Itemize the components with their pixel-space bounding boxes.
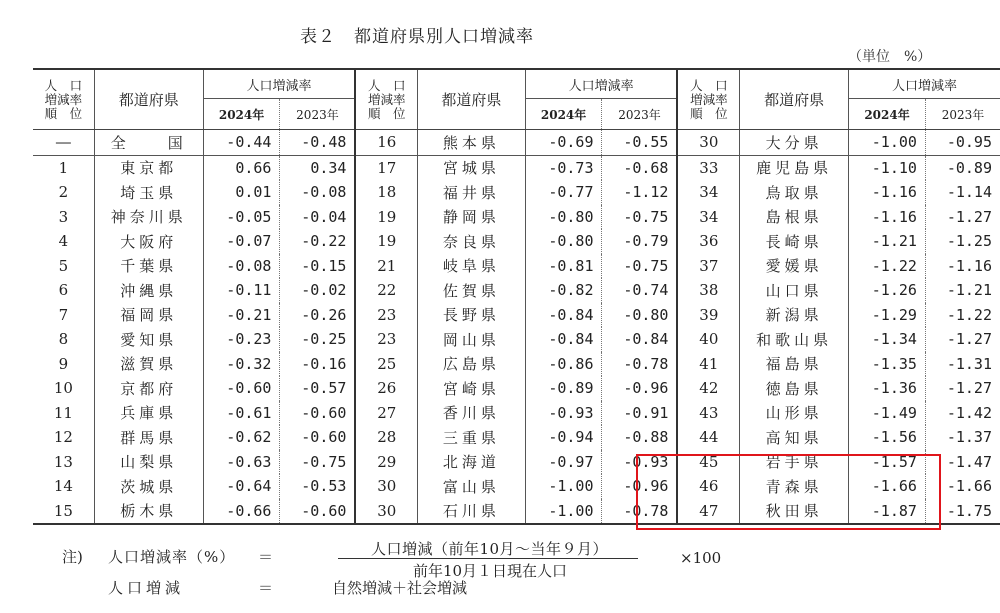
prefecture-cell: 大分県: [740, 130, 849, 156]
prefecture-cell: 全 国: [94, 130, 203, 156]
prefecture-cell: 神奈川県: [94, 205, 203, 230]
rank-cell: ―: [33, 130, 94, 156]
rank-cell: 3: [33, 205, 94, 230]
rate-2024-cell: -1.16: [849, 205, 926, 230]
rate-header: 人口増減率: [849, 69, 1000, 99]
prefecture-cell: 奈良県: [418, 229, 526, 254]
note-equals: ＝: [258, 548, 274, 566]
prefecture-cell: 岐阜県: [418, 254, 526, 279]
rank-cell: 7: [33, 303, 94, 328]
rank-cell: 19: [355, 205, 417, 230]
prefecture-header: 都道府県: [418, 69, 526, 130]
rank-cell: 37: [677, 254, 739, 279]
rate-2024-cell: -0.81: [525, 254, 602, 279]
rate-2024-cell: -1.10: [849, 155, 926, 180]
rate-2023-cell: -0.22: [280, 229, 355, 254]
prefecture-cell: 静岡県: [418, 205, 526, 230]
rate-2023-cell: -0.55: [602, 130, 677, 156]
table-row: [33, 180, 1000, 205]
rank-cell: 5: [33, 254, 94, 279]
rank-cell: 27: [355, 401, 417, 426]
prefecture-cell: 山形県: [740, 401, 849, 426]
prefecture-cell: 石川県: [418, 499, 526, 525]
prefecture-cell: 秋田県: [740, 499, 849, 525]
rank-cell: 46: [677, 474, 739, 499]
rate-2024-cell: -1.57: [849, 450, 926, 475]
prefecture-cell: 山口県: [740, 278, 849, 303]
rate-2023-cell: -1.27: [946, 207, 992, 226]
rate-2023-cell: -0.74: [602, 278, 677, 303]
prefecture-header: 都道府県: [740, 69, 849, 130]
year-2023-header: 2023年: [602, 99, 677, 130]
rate-2023-cell: -0.84: [602, 327, 677, 352]
rate-2023-cell: -1.31: [946, 354, 992, 373]
rate-2024-cell: -0.84: [525, 327, 602, 352]
prefecture-cell: 高知県: [740, 425, 849, 450]
rank-cell: 9: [33, 352, 94, 377]
rate-2023-cell: -0.88: [602, 425, 677, 450]
rate-2024-cell: -1.00: [525, 474, 602, 499]
year-2023-header: 2023年: [925, 99, 1000, 130]
rank-cell: 18: [355, 180, 417, 205]
rate-2023-cell: -0.96: [602, 474, 677, 499]
prefecture-cell: 青森県: [740, 474, 849, 499]
rate-2023-cell: -0.75: [602, 205, 677, 230]
rank-cell: 1: [33, 155, 94, 180]
rate-2023-cell: -0.60: [280, 499, 355, 525]
rate-2024-cell: -1.49: [849, 401, 926, 426]
prefecture-cell: 福島県: [740, 352, 849, 377]
prefecture-cell: 東京都: [94, 155, 203, 180]
rate-2023-cell: -0.75: [280, 450, 355, 475]
prefecture-cell: 山梨県: [94, 450, 203, 475]
prefecture-cell: 鹿児島県: [740, 155, 849, 180]
prefecture-cell: 島根県: [740, 205, 849, 230]
rate-2023-cell: -0.04: [280, 205, 355, 230]
rank-cell: 30: [677, 130, 739, 156]
rank-cell: 6: [33, 278, 94, 303]
rate-header: 人口増減率: [525, 69, 677, 99]
rate-2023-cell: -0.25: [280, 327, 355, 352]
prefecture-cell: 岡山県: [418, 327, 526, 352]
rate-2023-cell: -0.80: [602, 303, 677, 328]
rank-header: [677, 69, 739, 130]
rate-2024-cell: -0.63: [203, 450, 280, 475]
rate-2024-cell: -1.29: [849, 303, 926, 328]
rank-header-line: 増減率: [368, 91, 406, 107]
rate-2024-cell: 0.66: [203, 155, 280, 180]
prefecture-cell: 兵庫県: [94, 401, 203, 426]
rank-header-line: 人 口: [368, 77, 406, 93]
rank-cell: 23: [355, 303, 417, 328]
note-multiplier: ×100: [680, 549, 722, 567]
prefecture-cell: 群馬県: [94, 425, 203, 450]
rank-header: [355, 69, 417, 130]
rate-2023-cell: -1.25: [946, 232, 992, 251]
prefecture-cell: 佐賀県: [418, 278, 526, 303]
rank-cell: 4: [33, 229, 94, 254]
rank-cell: 13: [33, 450, 94, 475]
rate-2024-cell: -0.44: [203, 130, 280, 156]
rate-2023-cell: -0.02: [280, 278, 355, 303]
rate-2024-cell: -0.08: [203, 254, 280, 279]
rate-2023-cell: -0.57: [280, 376, 355, 401]
rate-2023-cell: -1.42: [946, 403, 992, 422]
rank-header-line: 増減率: [690, 91, 728, 107]
rate-2023-cell: -0.78: [602, 352, 677, 377]
prefecture-cell: 香川県: [418, 401, 526, 426]
rate-2023-cell: -0.95: [925, 130, 1000, 156]
table-row: [33, 303, 1000, 328]
table-row: [33, 205, 1000, 230]
table-row: [33, 327, 1000, 352]
rate-2023-cell: -0.68: [602, 155, 677, 180]
prefecture-cell: 和歌山県: [740, 327, 849, 352]
rate-2024-cell: -0.89: [525, 376, 602, 401]
rate-2023-cell: -0.75: [602, 254, 677, 279]
note-definition: 自然増減＋社会増減: [332, 579, 468, 597]
rate-2023-cell: -0.93: [602, 450, 677, 475]
rank-cell: 21: [355, 254, 417, 279]
rate-2024-cell: -0.97: [525, 450, 602, 475]
rate-2024-cell: -0.86: [525, 352, 602, 377]
rate-2024-cell: -1.00: [849, 130, 926, 156]
rank-cell: 36: [677, 229, 739, 254]
rate-2023-cell: -1.12: [602, 180, 677, 205]
table-row: [33, 130, 1000, 156]
rate-2024-cell: -1.00: [525, 499, 602, 525]
rate-2024-cell: -0.21: [203, 303, 280, 328]
rate-2024-cell: -1.34: [849, 327, 926, 352]
table-title: 表２ 都道府県別人口増減率: [300, 27, 534, 47]
rank-cell: 12: [33, 425, 94, 450]
rate-2023-cell: -1.16: [946, 256, 992, 275]
note-denominator: 前年10月１日現在人口: [412, 562, 568, 580]
rate-2023-cell: -1.47: [946, 452, 992, 471]
rank-cell: 34: [677, 205, 739, 230]
rate-2023-cell: -0.16: [280, 352, 355, 377]
year-2024-header: 2024年: [849, 99, 926, 130]
rate-2023-cell: -1.66: [946, 477, 992, 496]
note-equals: ＝: [258, 579, 274, 597]
rate-2023-cell: -0.91: [602, 401, 677, 426]
prefecture-cell: 栃木県: [94, 499, 203, 525]
rate-2024-cell: -0.32: [203, 352, 280, 377]
prefecture-cell: 富山県: [418, 474, 526, 499]
rate-2024-cell: -0.23: [203, 327, 280, 352]
rate-2024-cell: -1.22: [849, 254, 926, 279]
prefecture-cell: 三重県: [418, 425, 526, 450]
rate-2024-cell: -0.07: [203, 229, 280, 254]
prefecture-cell: 徳島県: [740, 376, 849, 401]
rate-2024-cell: -0.80: [525, 229, 602, 254]
rate-2023-cell: -0.48: [280, 130, 355, 156]
note-term-rate: 人口増減率（%）: [108, 548, 236, 566]
rate-2024-cell: -1.26: [849, 278, 926, 303]
prefecture-cell: 沖縄県: [94, 278, 203, 303]
rank-cell: 40: [677, 327, 739, 352]
rank-cell: 16: [355, 130, 417, 156]
rate-2024-cell: -1.56: [849, 425, 926, 450]
table-row: [33, 425, 1000, 450]
rank-cell: 38: [677, 278, 739, 303]
rate-2024-cell: -1.36: [849, 376, 926, 401]
rate-2023-cell: -0.26: [280, 303, 355, 328]
table-row: [33, 401, 1000, 426]
rank-cell: 25: [355, 352, 417, 377]
rate-2024-cell: -0.62: [203, 425, 280, 450]
table-row: [33, 155, 1000, 180]
rate-2023-cell: -1.27: [946, 379, 992, 398]
prefecture-cell: 広島県: [418, 352, 526, 377]
rank-cell: 30: [355, 474, 417, 499]
rate-2023-cell: -0.96: [602, 376, 677, 401]
rank-cell: 44: [677, 425, 739, 450]
rank-cell: 10: [33, 376, 94, 401]
rank-header-line: 順 位: [690, 105, 728, 121]
year-2024-header: 2024年: [525, 99, 602, 130]
rank-cell: 30: [355, 499, 417, 525]
unit-label: （単位 %）: [848, 49, 932, 65]
rank-header-line: 人 口: [44, 77, 83, 93]
rank-cell: 22: [355, 278, 417, 303]
prefecture-cell: 長野県: [418, 303, 526, 328]
rank-header-line: 順 位: [368, 105, 406, 121]
prefecture-cell: 新潟県: [740, 303, 849, 328]
table-row: [33, 278, 1000, 303]
prefecture-cell: 鳥取県: [740, 180, 849, 205]
rate-2024-cell: 0.01: [203, 180, 280, 205]
rank-header: [33, 69, 94, 130]
rate-2024-cell: -0.77: [525, 180, 602, 205]
prefecture-cell: 京都府: [94, 376, 203, 401]
table-row: [33, 229, 1000, 254]
rate-2023-cell: -1.21: [946, 281, 992, 300]
rate-2024-cell: -0.94: [525, 425, 602, 450]
table-row: [33, 376, 1000, 401]
highlight-box: [636, 454, 941, 530]
year-2024-header: 2024年: [203, 99, 280, 130]
rate-2024-cell: -0.73: [525, 155, 602, 180]
rate-2024-cell: -1.35: [849, 352, 926, 377]
prefecture-cell: 熊本県: [418, 130, 526, 156]
rank-cell: 19: [355, 229, 417, 254]
rank-header-line: 増減率: [44, 91, 83, 107]
rank-cell: 42: [677, 376, 739, 401]
rank-cell: 45: [677, 450, 739, 475]
prefecture-cell: 埼玉県: [94, 180, 203, 205]
rate-2024-cell: -1.21: [849, 229, 926, 254]
rank-cell: 41: [677, 352, 739, 377]
note-label: 注): [62, 548, 83, 566]
rate-2023-cell: -0.60: [280, 401, 355, 426]
rate-2024-cell: -0.60: [203, 376, 280, 401]
rank-cell: 29: [355, 450, 417, 475]
prefecture-cell: 長崎県: [740, 229, 849, 254]
header-row: [33, 69, 1000, 99]
rate-2024-cell: -1.66: [849, 474, 926, 499]
rank-cell: 23: [355, 327, 417, 352]
rank-cell: 15: [33, 499, 94, 525]
rate-2023-cell: -1.27: [946, 330, 992, 349]
prefecture-cell: 愛知県: [94, 327, 203, 352]
note-numerator: 人口増減（前年10月～当年９月）: [370, 540, 609, 558]
rate-2023-cell: -0.15: [280, 254, 355, 279]
rate-2024-cell: -0.66: [203, 499, 280, 525]
rank-cell: 11: [33, 401, 94, 426]
rate-2023-cell: -1.22: [946, 305, 992, 324]
rank-cell: 26: [355, 376, 417, 401]
rank-cell: 14: [33, 474, 94, 499]
fraction-line: [338, 558, 638, 559]
rate-2024-cell: -0.80: [525, 205, 602, 230]
prefecture-cell: 宮城県: [418, 155, 526, 180]
rate-2024-cell: -0.64: [203, 474, 280, 499]
rate-2024-cell: -0.11: [203, 278, 280, 303]
prefecture-cell: 愛媛県: [740, 254, 849, 279]
rate-2023-cell: -0.08: [280, 180, 355, 205]
rank-cell: 2: [33, 180, 94, 205]
rank-cell: 8: [33, 327, 94, 352]
rate-2023-cell: -1.75: [946, 501, 992, 520]
rank-header-line: 人 口: [690, 77, 728, 93]
rate-2023-cell: -0.89: [946, 158, 992, 177]
year-2023-header: 2023年: [280, 99, 355, 130]
rank-cell: 43: [677, 401, 739, 426]
prefecture-cell: 福岡県: [94, 303, 203, 328]
prefecture-cell: 福井県: [418, 180, 526, 205]
rate-2024-cell: -0.84: [525, 303, 602, 328]
rank-cell: 33: [677, 155, 739, 180]
rate-header: 人口増減率: [203, 69, 355, 99]
rank-cell: 39: [677, 303, 739, 328]
rate-2024-cell: -0.82: [525, 278, 602, 303]
rate-2023-cell: 0.34: [280, 155, 355, 180]
rate-2024-cell: -0.93: [525, 401, 602, 426]
rank-cell: 47: [677, 499, 739, 525]
prefecture-cell: 滋賀県: [94, 352, 203, 377]
rate-2023-cell: -0.79: [602, 229, 677, 254]
rank-cell: 28: [355, 425, 417, 450]
prefecture-cell: 北海道: [418, 450, 526, 475]
rate-2024-cell: -1.87: [849, 499, 926, 525]
prefecture-cell: 千葉県: [94, 254, 203, 279]
rank-header-line: 順 位: [44, 105, 83, 121]
rate-2024-cell: -0.05: [203, 205, 280, 230]
note-term-change: 人口増減: [108, 579, 185, 597]
prefecture-cell: 大阪府: [94, 229, 203, 254]
rate-2024-cell: -0.69: [525, 130, 602, 156]
rate-2024-cell: -1.16: [849, 180, 926, 205]
rate-2024-cell: -0.61: [203, 401, 280, 426]
prefecture-header: 都道府県: [94, 69, 203, 130]
prefecture-cell: 宮崎県: [418, 376, 526, 401]
rate-2023-cell: -1.14: [946, 183, 992, 202]
table-row: [33, 352, 1000, 377]
rank-cell: 17: [355, 155, 417, 180]
prefecture-cell: 岩手県: [740, 450, 849, 475]
rate-2023-cell: -0.53: [280, 474, 355, 499]
rate-2023-cell: -0.78: [602, 499, 677, 525]
rank-cell: 34: [677, 180, 739, 205]
rate-2023-cell: -0.60: [280, 425, 355, 450]
table-row: [33, 254, 1000, 279]
prefecture-cell: 茨城県: [94, 474, 203, 499]
rate-2023-cell: -1.37: [946, 428, 992, 447]
